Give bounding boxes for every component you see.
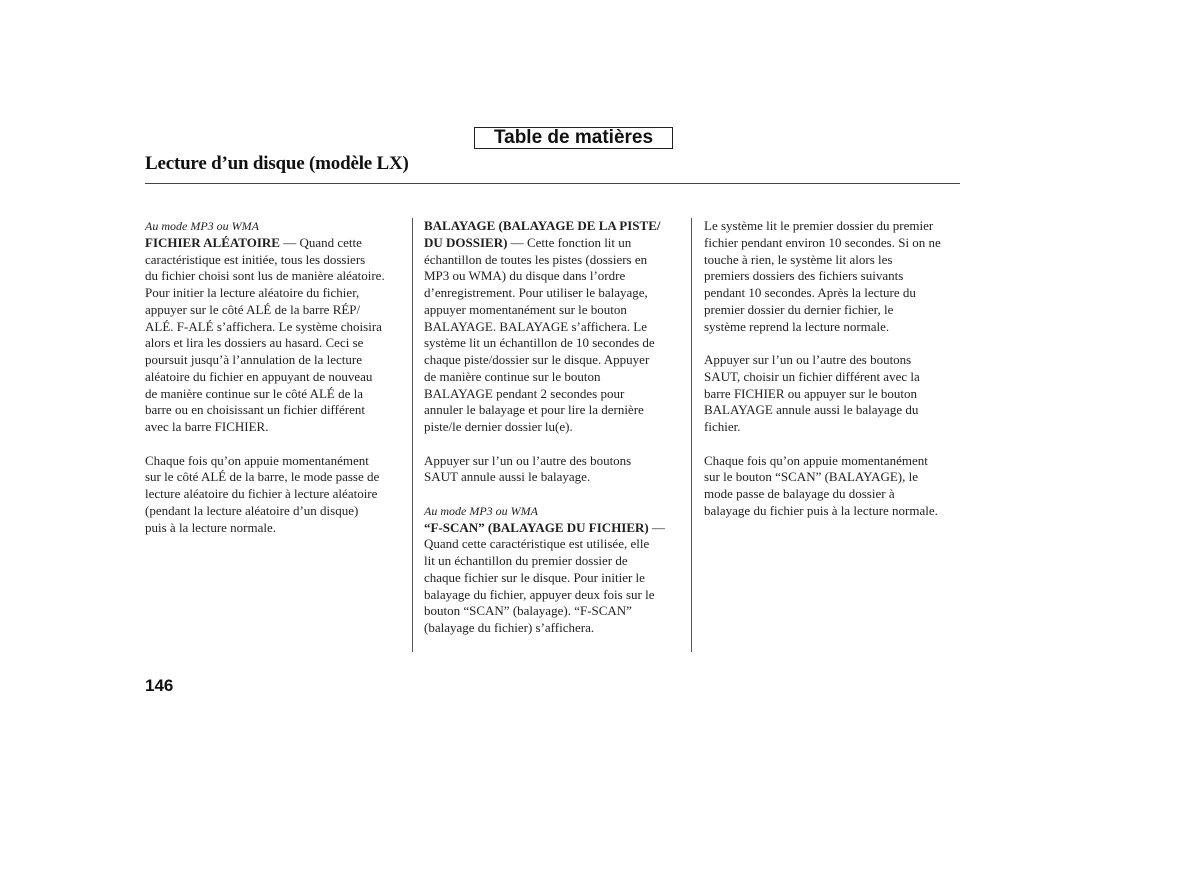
paragraph-line: fichier pendant environ 10 secondes. Si on ne [704, 234, 941, 250]
page-number: 146 [145, 676, 174, 695]
paragraph-line: lit un échantillon du premier dossier de [424, 553, 628, 568]
heading-dash: — [507, 234, 527, 250]
paragraph-line: alors et lira les dossiers au hasard. Ceci se [145, 335, 364, 351]
paragraph-line: SAUT annule aussi le balayage. [424, 469, 591, 485]
paragraph-line: de manière continue sur le bouton [424, 368, 601, 384]
paragraph-line: piste/le dernier dossier lu(e). [424, 419, 573, 434]
paragraph-line: DU DOSSIER) — Cette fonction lit un [424, 234, 632, 250]
mode-note: Au mode MP3 ou WMA [145, 219, 259, 233]
paragraph-line: FICHIER ALÉATOIRE — Quand cette [145, 234, 362, 250]
paragraph-line: Le système lit le premier dossier du premier [704, 218, 934, 233]
paragraph-line: barre FICHIER ou appuyer sur le bouton [704, 385, 918, 401]
paragraph-line: chaque fichier sur le disque. Pour initier le [424, 569, 645, 585]
paragraph-line: sur le bouton “SCAN” (BALAYAGE), le [704, 469, 918, 485]
column-1 [145, 218, 407, 536]
heading-dash: — [648, 519, 666, 535]
paragraph-line: Pour initier la lecture aléatoire du fichier, [145, 285, 360, 300]
title-divider [145, 183, 960, 184]
paragraph-line [424, 520, 686, 537]
paragraph-line: barre ou en choisissant un fichier différent [145, 402, 365, 418]
paragraph-line: Appuyer sur l’un ou l’autre des boutons [704, 352, 912, 367]
column-divider [691, 218, 692, 652]
paragraph-line: premiers dossiers des fichiers suivants [704, 268, 904, 284]
paragraph-line: Chaque fois qu’on appuie momentanément [145, 452, 369, 468]
paragraph-line: système lit un échantillon de 10 secondes de [424, 335, 655, 351]
paragraph-line: premier dossier du dernier fichier, le [704, 301, 894, 317]
paragraph-line: appuyer sur le côté ALÉ de la barre RÉP/ [145, 301, 361, 317]
paragraph-line: BALAYAGE. BALAYAGE s’affichera. Le [424, 318, 648, 334]
heading-dash: — [279, 234, 300, 250]
mode-note: Au mode MP3 ou WMA [424, 503, 538, 518]
paragraph-line: poursuit jusqu’à l’annulation de la lecture [145, 352, 362, 367]
column-divider [412, 218, 413, 652]
paragraph-line: de manière continue sur le côté ALÉ de la [145, 385, 364, 401]
paragraph-line: balayage du fichier, appuyer deux fois sur le [424, 586, 655, 602]
paragraph-line: fichier. [704, 419, 741, 434]
paragraph-line: BALAYAGE annule aussi le balayage du [704, 402, 919, 418]
paragraph-line: puis à la lecture normale. [145, 519, 277, 535]
paragraph-line: touche à rien, le système lit alors les [704, 251, 893, 267]
paragraph-line: Quand cette caractéristique est utilisée, elle [424, 536, 650, 552]
paragraph-line: sur le côté ALÉ de la barre, le mode passe de [145, 469, 380, 485]
paragraph-line: ALÉ. F-ALÉ s’affichera. Le système choisira [145, 318, 382, 334]
paragraph-line: système reprend la lecture normale. [704, 318, 890, 334]
paragraph-line: Chaque fois qu’on appuie momentanément [704, 452, 928, 468]
paragraph-line: BALAYAGE pendant 2 secondes pour [424, 385, 625, 401]
paragraph-line: mode passe de balayage du dossier à [704, 486, 895, 501]
paragraph-line: lecture aléatoire du fichier à lecture aléatoire [145, 486, 378, 501]
paragraph-line: SAUT, choisir un fichier différent avec la [704, 368, 920, 384]
paragraph-line: échantillon de toutes les pistes (dossiers en [424, 251, 648, 267]
paragraph-line: (pendant la lecture aléatoire d’un disque) [145, 502, 359, 518]
paragraph-line: caractéristique est initiée, tous les dossiers [145, 251, 366, 267]
column-2 [424, 218, 686, 637]
paragraph-heading: BALAYAGE (BALAYAGE DE LA PISTE/ [424, 218, 661, 233]
paragraph-line: du fichier choisi sont lus de manière aléatoire. [145, 268, 385, 284]
paragraph-line: balayage du fichier puis à la lecture normale. [704, 502, 938, 518]
paragraph-line: pendant 10 secondes. Après la lecture du [704, 285, 916, 300]
paragraph-line: Appuyer sur l’un ou l’autre des boutons [424, 452, 632, 468]
paragraph-line: bouton “SCAN” (balayage). “F-SCAN” [424, 603, 632, 619]
table-of-contents-button[interactable]: Table de matières [474, 127, 673, 149]
paragraph-line: chaque piste/dossier sur le disque. Appuyer [424, 352, 650, 367]
section-title: Lecture d’un disque (modèle LX) [145, 153, 409, 174]
paragraph-line: (balayage du fichier) s’affichera. [424, 620, 595, 635]
paragraph-line: appuyer momentanément sur le bouton [424, 301, 627, 317]
paragraph-heading: “F-SCAN” (BALAYAGE DU FICHIER) [424, 519, 649, 535]
column-3 [704, 218, 966, 520]
paragraph-line: annuler le balayage et pour lire la dernière [424, 402, 644, 418]
paragraph-line: MP3 ou WMA) du disque dans l’ordre [424, 268, 626, 284]
paragraph-line: d’enregistrement. Pour utiliser le balayage, [424, 285, 648, 300]
paragraph-line: aléatoire du fichier en appuyant de nouveau [145, 368, 373, 384]
paragraph-line: avec la barre FICHIER. [145, 419, 269, 434]
paragraph-heading: FICHIER ALÉATOIRE [145, 234, 280, 250]
paragraph-heading: DU DOSSIER) [424, 234, 508, 250]
